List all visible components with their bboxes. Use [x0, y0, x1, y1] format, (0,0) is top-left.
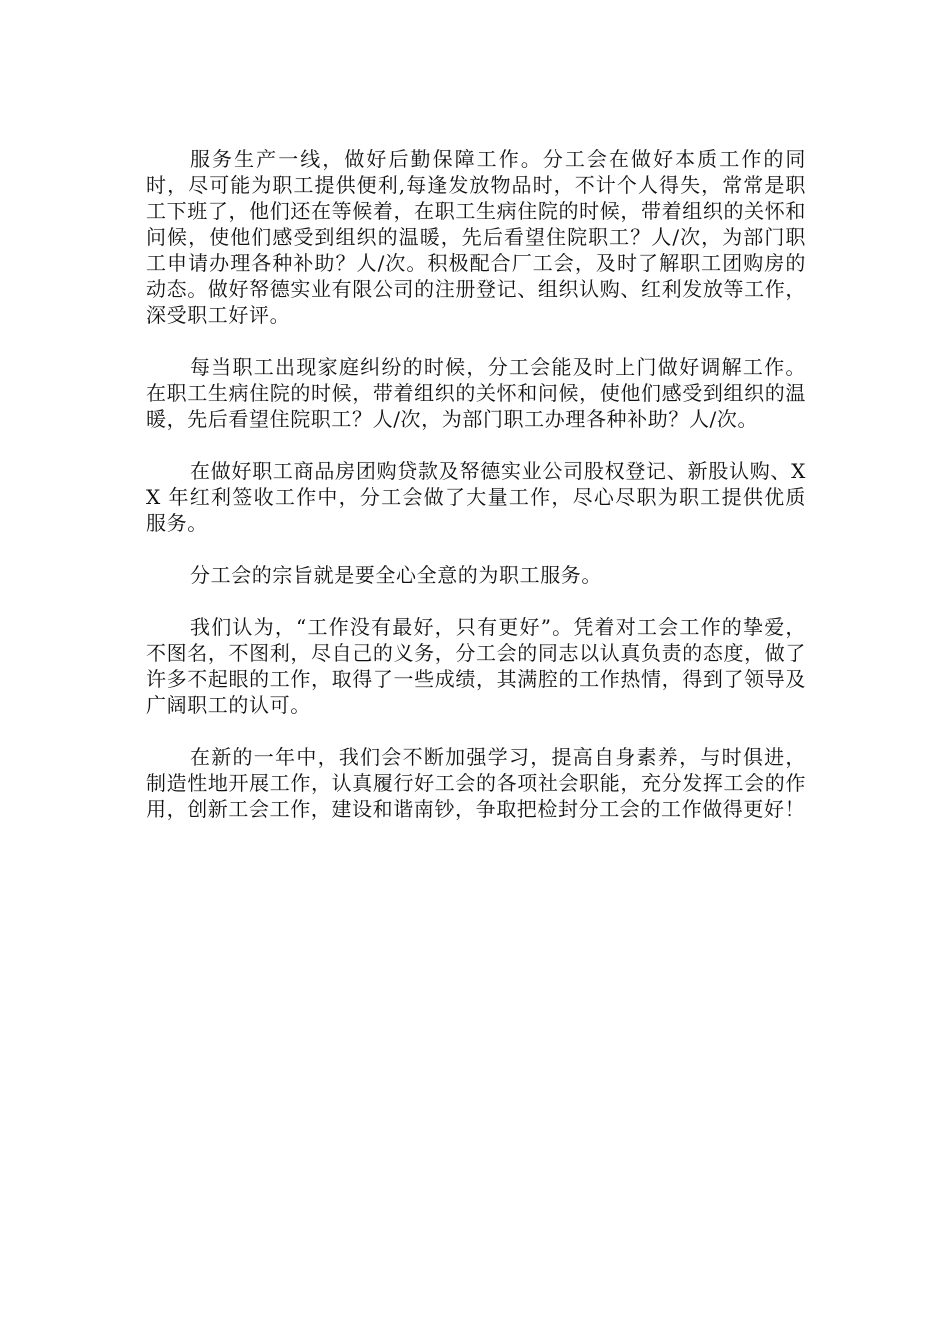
paragraph-4: 分工会的宗旨就是要全心全意的为职工服务。 — [190, 563, 602, 587]
paragraph-6: 在新的一年中，我们会不断加强学习，提高自身素养，与时俱进，制造性地开展工作，认真履行好工会的各项社会职能，充分发挥工会的作用，创新工会工作，建设和谐南钞，争取把检封分工会的工作做得更好！ — [146, 745, 806, 821]
paragraph-5: 我们认为，“工作没有最好，只有更好”。凭着对工会工作的挚爱，不图名，不图利，尽自己的义务，分工会的同志以认真负责的态度，做了许多不起眼的工作，取得了一些成绩，其满腔的工作热情，得到了领导及广阔职工的认可。 — [146, 615, 806, 717]
document-body — [146, 146, 806, 848]
paragraph-2: 每当职工出现家庭纠纷的时候，分工会能及时上门做好调解工作。在职工生病住院的时候，带着组织的关怀和问候，使他们感受到组织的温暖，先后看望住院职工？人/次，为部门职工办理各种补助？人/次。 — [146, 355, 806, 431]
paragraph-1: 服务生产一线，做好后勤保障工作。分工会在做好本质工作的同时，尽可能为职工提供便利,每逢发放物品时，不计个人得失，常常是职工下班了，他们还在等候着，在职工生病住院的时候，带着组织的关怀和问候，使他们感受到组织的温暖，先后看望住院职工？人/次，为部门职工申请办理各种补助？人/次。积极配合厂工会，及时了解职工团购房的动态。做好帑德实业有限公司的注册登记、组织认购、红利发放等工作，深受职工好评。 — [146, 147, 806, 327]
paragraph-3: 在做好职工商品房团购贷款及帑德实业公司股权登记、新股认购、XX 年红利签收工作中，分工会做了大量工作，尽心尽职为职工提供优质服务。 — [146, 459, 806, 535]
